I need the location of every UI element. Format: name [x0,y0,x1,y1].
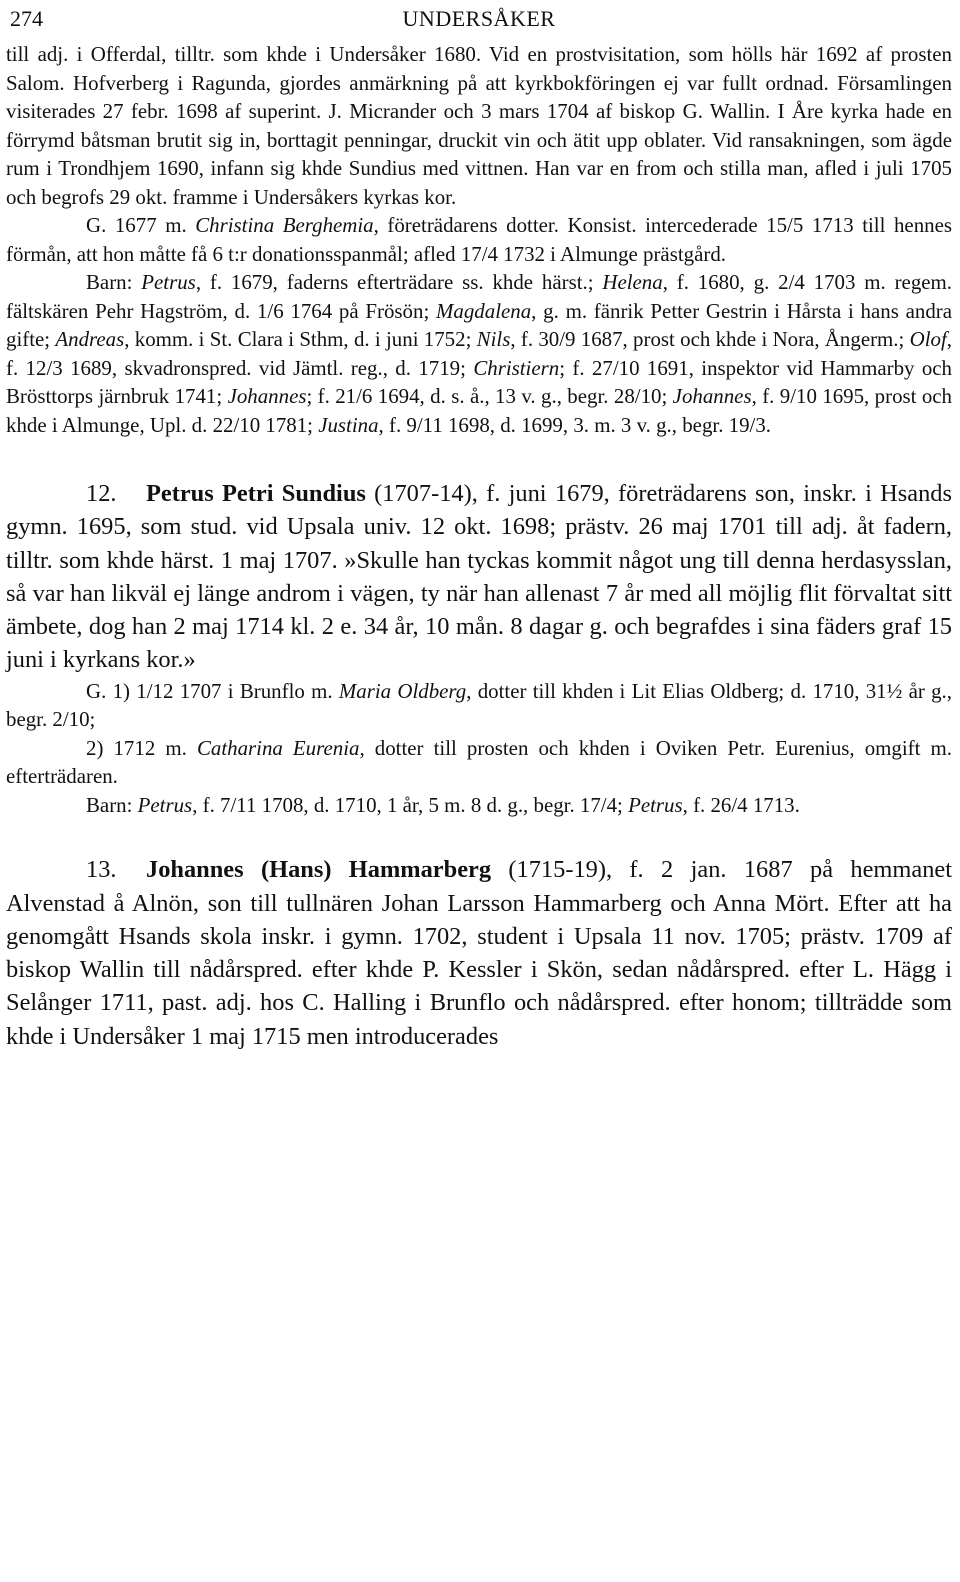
entry-number: 12. [86,480,117,507]
page-number: 274 [10,6,43,31]
entry-12-biography: 12. Petrus Petri Sundius (1707-14), f. juni 1679, företrädarens son, inskr. i Hsands gymn. 1695, som stud. vid Upsala univ. 12 okt. 1698; prästv. 26 maj 1701 till adj. åt fadern, tilltr. som khde härst. 1 maj 1707. »Skulle han tyckas kommit något ung till denna herdasysslan, så var han likväl ej länge androm i vägen, ty när han allenast 7 år med all möjlig flit förvaltat sitt ämbete, dog han 2 maj 1714 kl. 2 e. 34 år, 10 mån. 8 dagar g. och begrafdes i sina fäders graf 15 juni i kyrkans kor.» [6,477,952,677]
entry-13 [6,853,952,1053]
entry-11-marriage: G. 1677 m. Christina Berghemia, företrädarens dotter. Konsist. intercederade 15/5 1713 till hennes förmån, att hon måtte få 6 t:r donationsspanmål; afled 17/4 1732 i Almunge prästgård. [6,213,952,266]
entry-name: Johannes (Hans) Hammarberg [146,856,492,884]
entry-12-marriage-2: 2) 1712 m. Catharina Eurenia, dotter till prosten och khden i Oviken Petr. Eurenius, omgift m. efterträdaren. [6,735,953,789]
entry-name: Petrus Petri Sundius [146,480,366,507]
entry-12-children: Barn: Petrus, f. 7/11 1708, d. 1710, 1 år, 5 m. 8 d. g., begr. 17/4; Petrus, f. 26/4 1713. [86,792,800,817]
entry-11-biography: till adj. i Offerdal, tilltr. som khde i Undersåker 1680. Vid en prostvisitation, som hölls här 1692 af prosten Salom. Hofverberg i Ragunda, gjordes anmärkning på att kyrkbokföringen ej var fullt ordnad. Församlingen visiterades 27 febr. 1698 af superint. J. Micrander och 3 mars 1704 af biskop G. Wallin. I Åre kyrka hade en förrymd båtsman brutit sig in, borttagit penningar, druckit vin och ätit upp oblater. Vid ransakningen, som ägde rum i Trondhjem 1690, infann sig khde Sundius med vittnen. Han var en from och stilla man, afled i juli 1705 och begrofs 29 okt. framme i Undersåkers kyrkas kor. [6,42,952,209]
running-title: UNDERSÅKER [402,6,556,31]
entry-13-biography: 13. Johannes (Hans) Hammarberg (1715-19), f. 2 jan. 1687 på hemmanet Alvenstad å Alnön, son till tullnären Johan Larsson Hammarberg och Anna Mört. Efter att ha genomgått Hsands skola inskr. i gymn. 1702, student i Upsala 11 nov. 1705; prästv. 1709 af biskop Wallin till nådårspred. efter khde P. Kessler i Skön, sedan nådårspred. efter L. Hägg i Selånger 1711, past. adj. hos C. Halling i Brunflo och nådårspred. efter honom; tillträdde som khde i Undersåker 1 maj 1715 men introducerades [6,853,952,1053]
page-header [6,0,952,40]
entry-12-marriage-1: G. 1) 1/12 1707 i Brunflo m. Maria Oldberg, dotter till khden i Lit Elias Oldberg; d. 1710, 31½ år g., begr. 2/10; [6,678,952,732]
wife-name: Christina Berghemia [195,213,374,237]
entry-number: 13. [86,856,117,884]
entry-11-children: Barn: Petrus, f. 1679, faderns efterträdare ss. khde härst.; Helena, f. 1680, g. 2/4 1703 m. regem. fältskären Pehr Hagström, d. 1/6 1764 på Frösön; Magdalena, g. m. fänrik Petter Gestrin i Hårsta i hans andra gifte; Andreas, komm. i St. Clara i Sthm, d. i juni 1752; Nils, f. 30/9 1687, prost och khde i Nora, Ångerm.; Olof, f. 12/3 1689, skvadronspred. vid Jämtl. reg., d. 1719; Christiern; f. 27/10 1691, inspektor vid Hammarby och Brösttorps järnbruk 1741; Johannes; f. 21/6 1694, d. s. å., 13 v. g., begr. 28/10; Johannes, f. 9/10 1695, prost och khde i Almunge, Upl. d. 22/10 1781; Justina, f. 9/11 1698, d. 1699, 3. m. 3 v. g., begr. 19/3. [6,270,953,437]
entry-12 [6,477,952,819]
entry-11-continuation [6,40,952,439]
